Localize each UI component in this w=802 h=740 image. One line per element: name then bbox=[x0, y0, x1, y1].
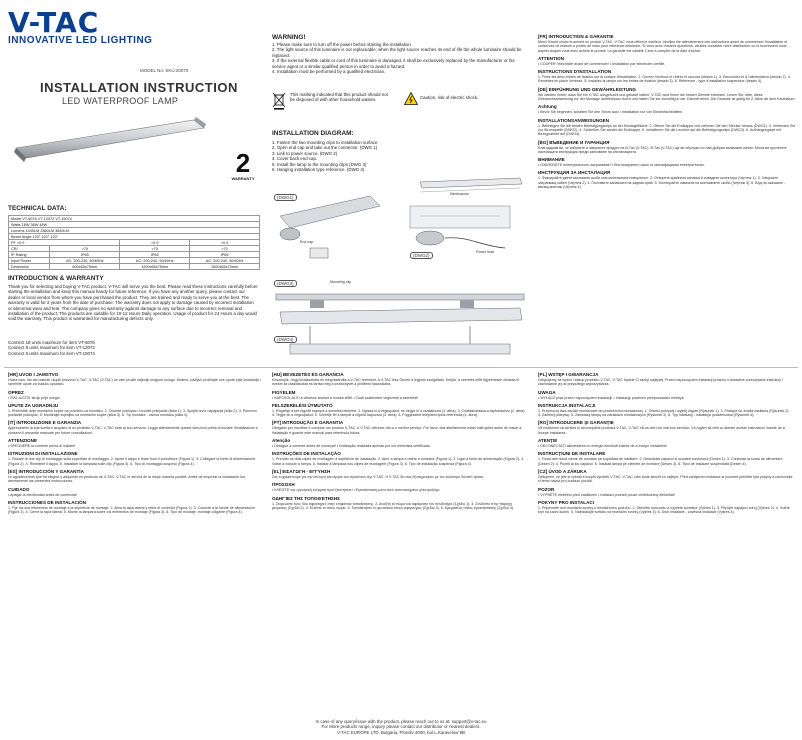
diagram-title: INSTALLATION DIAGRAM: bbox=[272, 130, 354, 137]
section-text: 1. Fissare le due clip di montaggio sulla superficie di montaggio. 2. Aprire il tappo e tirare fuori il connettore (Figura 1). 3. Collegare la fonte di alimentazione (Figura 2). 4. Rimettere il tappo. 5. Installare la lampada sulle clip (Figura 3). 6. Tipo di montaggio sospeso (Figura 4). bbox=[8, 457, 256, 466]
section-text: • KAPCSOLJA KI a villamos áramot a munka előtt! • Csak szakember végezheti a szerelést! bbox=[272, 395, 419, 400]
section-text: • SPEGNERE la corrente prima di iniziare! bbox=[8, 444, 76, 449]
section-text: 1. Fixez les deux brides de fixation sur la surface d'installation. 2. Ouvrez l'embout et retirez le raccord (dessin 1). 3. Raccordez-le à l'alimentation (dessin 2). 4. Remettez en place l'embout. 5. Installez la lampe sur les brides de fixation (dessin 3). 6. Référence - type d'installation suspendue (dessin 4). bbox=[538, 75, 791, 84]
table-cell: Input Power bbox=[9, 258, 50, 264]
section-heading: [HR] UVOD I JAMSTVO bbox=[8, 372, 59, 377]
translations-lower-col1 bbox=[8, 372, 263, 712]
warning-list bbox=[272, 42, 528, 86]
section-text: • ISKLJUČITE struju prije svega! bbox=[8, 395, 60, 400]
section-heading: Achtung bbox=[538, 104, 557, 110]
table-cell: AC: 200-240, 50/60Hz bbox=[50, 258, 120, 264]
section-text: Σας ευχαριστούμε για την επιλογή και αγορά του προϊόντος της V-TAC. Η V-TAC θα σας εξυπηρετήσει με τον καλύτερο δυνατό τρόπο. bbox=[272, 474, 485, 479]
footer-line: In case of any query/issue with the product, please reach out to us at: support@v-tac.eu bbox=[315, 719, 487, 724]
section-heading: OPREZ bbox=[8, 389, 24, 395]
section-text: Hvala vam, što ste izabrali i kupili proizvod V-TAC. V-TAC (V-TAC) će vam pružiti najbolju moguću uslugu. Molimo, pažljivo pročitajte ove upute prije instalacije i spremite upute za buduću uporabu. bbox=[8, 378, 262, 387]
electric-shock-icon bbox=[404, 92, 418, 105]
mounting-clip-label: Mounting clip bbox=[330, 280, 352, 284]
table-cell: Dimension bbox=[9, 264, 50, 270]
section-text: 1. Připevněte dvě montážní svorky k montážnímu povrchu. 2. Otevřete koncovku a vyjměte konektor (Výkres 1). 3. Připojte napájecí zdroj (Výkres 2). 4. Vraťte kryt na zadní konec. 5. Nainstalujte svítidlo na montážní svorky (Výkres 3). 6. Druh instalace - závěsná instalace (Výkres 4). bbox=[538, 505, 790, 515]
section-text: Vă mulțumim că ați ales și ați cumpărat produsul V-TAC. V-TAC vă va oferi cel mai bun serviciu. Vă rugăm să citiți cu atenție aceste instrucțiuni înainte de a începe instalarea. bbox=[538, 426, 785, 435]
section-heading: ISTRUZIONI DI INSTALLAZIONE bbox=[8, 451, 78, 457]
diagram-drawings bbox=[270, 176, 530, 366]
section-text: Obrigado por escolher e comprar um produto V-TAC. A V-TAC oferecer-lhe-á o melhor serviço. Por favor, leia atentamente estas instruções antes de iniciar a instalação e guarde este manual para referência futura. bbox=[272, 426, 522, 435]
table-cell: IP65 bbox=[190, 252, 260, 258]
logo-mark: V-TAC bbox=[8, 6, 100, 39]
warning-item: 4. Installation must be performed by a qualified electrician. bbox=[272, 69, 386, 75]
section-heading: [CZ] ÚVOD A ZÁRUKA bbox=[538, 468, 587, 474]
brand-logo bbox=[8, 6, 248, 66]
section-heading: [ES] INTRODUCCIÓN Y GARANTÍA bbox=[8, 468, 84, 474]
connect-item: Connect 6 units maximum for item VT-15074 bbox=[8, 350, 95, 356]
power-lead-label: Power lead bbox=[476, 250, 494, 254]
section-text: • Bevor Sie beginnen, schalten Sie den Strom aus! • Installation nur von Elektrofachkräften. bbox=[538, 110, 683, 115]
table-cell: IP65 bbox=[50, 252, 120, 258]
diagram-step: 3. Link to power source. (DWG 2) bbox=[272, 150, 338, 156]
table-cell: IP65 bbox=[120, 252, 190, 258]
logo-tagline: INNOVATIVE LED LIGHTING bbox=[8, 35, 153, 46]
footer-line: V-TAC EUROPE LTD. Bulgaria, Plovdiv 4000, bul.L.Karavelow 9B bbox=[337, 729, 465, 735]
section-text: 1. Pričvrstite dvije montažne kopče na površinu za montažu. 2. Otvorite poklopac i izvucite priključak (slika 1). 3. Spojite izvor napajanja (slika 2). 4. Ponovno postavite poklopac. 5. Montirajte svjetiljku na montažne kopče (slika 3). 6. Tip montaže - viseća montaža (slika 4). bbox=[8, 408, 257, 418]
diagram-step: 2. Open end cap and take out the connector. (DWG 1) bbox=[272, 145, 378, 151]
section-heading: UPUTE ZA UGRADNJU bbox=[8, 402, 59, 408]
section-text: Le agradecemos que ha elegido y adquirido un producto de V-TAC. V-TAC le servirá de la mejor manera posible. Antes de empezar la instalación lea atentamente las presentes instrucciones. bbox=[8, 474, 245, 484]
section-heading: [PT] INTRODUÇÃO E GARANTIA bbox=[272, 420, 344, 426]
shock-note: Caution, risk of electric shock. bbox=[420, 95, 479, 100]
dwg1-label: (DWG1) bbox=[274, 194, 297, 201]
diagram-step: 5. Install the lamp to the mounting clips (DWG 3) bbox=[272, 161, 367, 167]
table-cell: PF >0.9 bbox=[9, 240, 120, 246]
section-text: Köszönjük, hogy kiválasztotta és megvásárolta a V-TAC terméket. A V-TAC lesz Önnek a legjobb szolgáltató. Kérjük, a szerelés előtt figyelmesen olvassa el ezeket az utasításokat és tartsa meg a kézikönyvet a jövőbeni használatra. bbox=[272, 378, 520, 387]
table-cell: >70 bbox=[190, 246, 260, 252]
section-heading: UWAGA bbox=[538, 389, 556, 395]
section-heading: [EL] ΕΙΣΑΓΩΓΗ - ΕΓΓΥΗΣΗ bbox=[272, 468, 331, 474]
section-heading: CUIDADO bbox=[8, 486, 30, 492]
translations-lower-col2 bbox=[272, 372, 527, 712]
diagram-steps bbox=[272, 140, 528, 176]
section-heading: INSTRUCTIONS D'INSTALLATION bbox=[538, 69, 612, 75]
lamp-image bbox=[10, 110, 210, 170]
section-text: 1. Fixați cele două cleme de montare pe suprafața de instalare. 2. Deschideți capacul și scoateți conectorul (Desen 1). 3. Conectați la sursa de alimentare (Desen 2). 4. Puneți la loc capacul. 5. Instalați lampa pe clemele de montare (Desen 3). 6. Tipul de instalare suspendată (Desen 4). bbox=[538, 457, 783, 466]
section-heading: [IT] INTRODUZIONE E GARANZIA bbox=[8, 420, 82, 426]
page-subtitle: LED WATERPROOF LAMP bbox=[62, 96, 179, 106]
table-cell: >0.9 bbox=[120, 240, 190, 246]
section-heading: INSTRUÇÕES DE INSTALAÇÃO bbox=[272, 451, 341, 457]
translations-right-upper bbox=[538, 34, 796, 364]
table-cell: 600x65x75mm bbox=[50, 264, 120, 270]
section-heading: ATTENZIONE bbox=[8, 438, 38, 444]
footer bbox=[0, 719, 802, 735]
section-heading: [HU] BEVEZETÉS ÉS GARANCIA bbox=[272, 372, 344, 377]
section-heading: POZOR bbox=[538, 486, 555, 492]
section-text: Merci d'avoir choisi et acheté un produit V-TAC. V-TAC vous offrira le meilleur. Veuillez lire attentivement ces instructions avant de commencer l'installation et conservez ce manuel à portée de main pour référence ultérieure. Si vous avez d'autres questions, veuillez contacter notre distributeur ou le fournisseur local auprès duquel vous avez acheté le produit. La garantie est valable 2 ans à compter de la date d'achat. bbox=[538, 40, 788, 53]
section-text: • ΚΛΕΙΣΤΕ την ηλεκτρική ενέργεια πριν ξεκινήσετε! • Εγκατάσταση μόνο από πιστοποιημένο ηλεκτρολόγο. bbox=[272, 488, 441, 493]
connect-item: Connect 18 units maximum for item VT-6076 bbox=[8, 340, 95, 345]
section-text: 1. Prender os dois clipes de montagem à superfície de instalação. 2. Abrir a tampa e retirar o conector (Figura 1). 3. Ligar à fonte de alimentação (Figura 2). 4. Voltar a colocar a tampa. 5. Instalar a lâmpada nos clipes de montagem (Figura 3). 6. Tipo de instalação suspensa (Figura 4). bbox=[272, 457, 525, 466]
disposal-note: This marking indicated that this product should not be disposed of with other household wastes. bbox=[290, 92, 388, 103]
section-heading: Atenção bbox=[272, 438, 291, 444]
diagram-step: 6. Hanging installation type reference. (DWG 4) bbox=[272, 167, 365, 173]
section-text: • WYŁĄCZ prąd przed rozpoczęciem instalacji! • Instalację powinien przeprowadzić elektryk. bbox=[538, 395, 685, 400]
warning-item: 1. Please make sure to turn off the power before starting the installation. bbox=[272, 42, 413, 47]
section-text: Děkujeme, že jste si vybrali a koupili výrobek V-TAC. V-TAC vám bude sloužit co nejlépe. Před zahájením instalace si pozorně přečtěte tyto pokyny a uschovejte si tento návod pro budoucí použití. bbox=[538, 474, 793, 484]
table-cell: Lumens 1440LM 2880LM 3840LM bbox=[9, 228, 260, 234]
section-heading: INSTRUCȚIUNI DE INSTALARE bbox=[538, 451, 606, 457]
section-text: • VYPNĚTE elektřinu před začátkem! • Instalaci provádí pouze certifikovaný elektrikář! bbox=[538, 492, 675, 497]
section-heading: [PL] WSTĘP I GWARANCJA bbox=[538, 372, 599, 377]
installation-diagrams bbox=[270, 176, 530, 366]
warning-item: 3. If the external flexible cable or cord of this luminaire is damaged, it shall be exclusively replaced by the manufacturer or his service agent or a similar qualified person in order to avoid a hazard. bbox=[272, 58, 515, 69]
table-cell: CRI bbox=[9, 246, 50, 252]
diagram-step: 4. Cover back end cap. bbox=[272, 156, 318, 162]
section-heading: INSTRUCCIONES DE INSTALACIÓN bbox=[8, 499, 87, 505]
section-text: 1. Befestigen Sie die beiden Befestigungsclips an der Montagefläche. 2. Öffnen Sie die Endkappe und nehmen Sie den Stecker heraus (DWG1). 3. Verbinden Sie zur Stromquelle (DWG2). 4. Schließen Sie wieder die Endkappe. 5. Installieren Sie die Leuchte auf die Befestigungsclips (DWG3). 6. Aufhängungsart mit Bezugnahme auf (DWG4). bbox=[538, 123, 796, 137]
section-text: Благодарим ви, че избрахте и закупихте продукт на В-Тас (V-TAC). В-Тас (V-TAC) ще ви обслужи по най-добрия възможен начин. Моля ви прочетете настоящата инструкция преди започване на инсталацията. bbox=[538, 145, 787, 154]
section-heading: ATTENTION bbox=[538, 55, 564, 61]
dwg4-label: (DWG4) bbox=[274, 336, 297, 343]
section-text: • COUPER l'électricité avant de commencer! • Installation par électricien certifié. bbox=[538, 61, 666, 66]
section-heading: [FR] INTRODUCTION & GARANTIE bbox=[538, 34, 614, 39]
warning-title: WARNING! bbox=[272, 34, 306, 41]
section-text: Wir danken Ihnen, dass Sie ein V-TAC ausgesucht und gekauft haben. V-TAC wird Ihnen die besten Dienste erweisen. Lesen Sie, bitte, diese Gebrauchsanweisung vor der Montage aufmerksam durch und halten Sie sie zukünftig in der Zukunft bereit. Die Garantie ist gültig für 2 Jahre ab dem Kaufdatum. bbox=[538, 92, 796, 102]
table-cell: Model VT-6076 VT-12072 VT-15074 bbox=[9, 216, 260, 222]
section-text: Dziękujemy za wybór i zakup produktu V-TAC. V-TAC będzie Ci służył najlepiej. Przed rozpoczęciem instalacji prosimy o dokładne przeczytanie instrukcji i zachowanie jej do przyszłego wykorzystania. bbox=[538, 378, 783, 387]
table-cell: Beam Angle 120° 120° 120° bbox=[9, 234, 260, 240]
dwg2-label: (DWG2) bbox=[410, 252, 433, 259]
section-heading: ATENȚIE bbox=[538, 438, 558, 444]
section-heading: INSTALLATIONSANWEISUNGEN bbox=[538, 117, 610, 123]
section-heading: [RO] INTRODUCERE ȘI GARANȚIE bbox=[538, 420, 614, 426]
section-heading: ВНИМАНИЕ bbox=[538, 157, 565, 163]
translations-lower-col3 bbox=[538, 372, 793, 712]
table-cell: Watts 18W 36W 48W bbox=[9, 222, 260, 228]
table-cell: AC: 200-240, 50/60Hz bbox=[190, 258, 260, 264]
section-text: • ИЗКЛЮЧЕТЕ електрическото захранване! • Инсталирането само от квалифициран електротехник. bbox=[538, 163, 705, 168]
section-text: • Apagar la electricidad antes de comenzar! bbox=[8, 492, 78, 497]
section-heading: ИНСТРУКЦИЯ ЗА ИНСТАЛАЦИЯ bbox=[538, 170, 611, 176]
section-heading: ΠΡΟΣΟΧΗ bbox=[272, 482, 295, 488]
table-cell: IP Rating bbox=[9, 252, 50, 258]
crossed-bin-icon bbox=[272, 92, 286, 110]
connect-list bbox=[8, 340, 258, 362]
section-divider bbox=[4, 367, 798, 368]
section-text: Apprezziamo la sua scelta e acquisto di un prodotto V-TAC. V-TAC sarà al suo servizio. Legga attentamente queste istruzioni prima di iniziare l'installazione e conservi il presente manuale per future consultazioni. bbox=[8, 426, 259, 435]
section-heading: FIGYELEM bbox=[272, 389, 296, 395]
section-heading: INSTRUKCJA INSTALACJI bbox=[538, 402, 596, 408]
warning-item: 2. The light source of this luminaire is not replaceable; when the light source reaches its end of life the whole luminaire should be replaced. bbox=[272, 47, 522, 58]
section-text: • Desligue a corrente antes de começar! • Instalação realizada apenas por um eletricista certificado. bbox=[272, 444, 431, 449]
intro-body: Thank you for selecting and buying V-TAC product. V-TAC will serve you the best. Please read these instructions carefully before starting the installation and keep this manual handy for future reference. If you have any another query, please contact our dealer or local vendor from whom you have purchased the product. They are trained and ready to serve you at the best. The warranty is valid for 2 years from the date of purchase. The warranty does not apply to damage caused by incorrect installation or abnormal wear and tear. The company gives no warranty against damage to any surface due to incorrect removal and installation of the product. The products are suitable for 10-12 Hours Daily operation. Usage of product for 24 Hours a day would void the warranty. This product is warranted for manufacturing defects only. bbox=[8, 284, 258, 322]
section-text: 1. Przymocuj dwa zaciski montażowe do powierzchni montażowej. 2. Otwórz pokrywę i wyjmij złącze (Rysunek 1). 3. Podłącz do źródła zasilania (Rysunek 2). 4. Zamknij pokrywę. 5. Zainstaluj lampę na zaciskach montażowych (Rysunek 3). 6. Typ instalacji - instalacja podwieszana (Rysunek 4). bbox=[538, 408, 790, 418]
section-text: 1. Fije los dos elementos de montaje a la superficie de montaje. 2. Abra la tapa lateral y retire el conector (Figura 1). 3. Conecte a la fuente de alimentación (Figura 2). 4. Cierre la tapa lateral. 5. Monte la lámpara sobre los elementos de montaje (Figura 3). 6. Tipo de montaje: montaje colgante (Figura 4). bbox=[8, 505, 255, 515]
section-text: • DECONECTAȚI alimentarea cu energie electrică înainte de a începe instalarea! bbox=[538, 444, 667, 449]
diagram-step: 1. Fasten the two mounting clips to installation surface. bbox=[272, 140, 379, 145]
table-cell: >70 bbox=[120, 246, 190, 252]
warranty-badge bbox=[228, 150, 258, 190]
section-heading: ΟΔΗΓΊΕΣ ΤΗΣ ΤΟΠΟΘΈΤΗΣΗΣ bbox=[272, 495, 340, 501]
dimensions-label: Dimensions bbox=[450, 192, 469, 196]
end-cap-label: End cap bbox=[300, 240, 314, 244]
footer-line: For More products range, inquiry please contact our distributor or nearest dealers. bbox=[321, 724, 481, 730]
warranty-years: 2 bbox=[235, 148, 251, 178]
dwg3-label: (DWG3) bbox=[274, 280, 297, 287]
technical-data-table bbox=[8, 215, 260, 270]
section-text: 1. Rögzítse a két rögzítő kapcsot a szerelési felületre. 2. Nyissa ki a végkupakot, és vegye ki a csatlakozót (1. ábra). 3. Csatlakoztassa a tápforráshoz (2. ábra). 4. Tegye fel a végkupakot. 5. Szerelje fel a lámpát a rögzítő kapocsra (3. ábra). 6. Függesztett telepítési típus referencia (4. ábra). bbox=[272, 408, 526, 418]
section-heading: [BG] ВЪВЕДЕНИЕ И ГАРАНЦИЯ bbox=[538, 139, 610, 145]
page-title: INSTALLATION INSTRUCTION bbox=[40, 80, 238, 95]
section-heading: [DE] EINFÜHRUNG UND GEWÄHRLEISTUNG bbox=[538, 86, 636, 92]
table-cell: 1200x65x75mm bbox=[120, 264, 190, 270]
section-text: 1. Στερεώστε τους δύο σφιγκτήρες στην επιφάνεια τοποθέτησης. 2. Ανοίξτε το πώμα και αφαιρέστε τον συνδετήρα (Σχέδιο 1). 3. Συνδέστε στην παροχή ρεύματος (Σχέδιο 2). 4. Κλείστε το πίσω πώμα. 5. Τοποθετήστε το φωτιστικό στους σφιγκτήρες (Σχέδιο 3). 6. Κρεμαστός τύπος εγκατάστασης (Σχέδιο 4). bbox=[272, 501, 515, 510]
technical-data-title: TECHNICAL DATA: bbox=[8, 205, 67, 212]
table-cell: >0.9 bbox=[190, 240, 260, 246]
intro-title: INTRODUCTION & WARRANTY bbox=[8, 275, 104, 282]
connect-item: Connect 8 units maximum for item VT-12072 bbox=[8, 345, 95, 351]
table-cell: 1500x65x75mm bbox=[190, 264, 260, 270]
warranty-label: WARRANTY bbox=[231, 176, 255, 181]
model-number: MODEL No: SKU:20070 bbox=[140, 68, 189, 73]
section-heading: POKYNY PRO INSTALACI bbox=[538, 499, 594, 505]
section-text: 1. Фиксирайте двете монтажни скоби към монтажната повърхност. 2. Отворете крайната капачка и извадете конектора (Чертеж 1). 3. Свържете захранващ кабел (Чертеж 2). 4. Поставете капачката на задния край. 5. Монтирайте лампата на монтажните скоби (Чертеж 3). 6. Вид на окачване - висящ монтаж (Чертеж 4). bbox=[538, 176, 786, 190]
table-cell: AC: 200-240, 50/60Hz bbox=[120, 258, 190, 264]
table-cell: >70 bbox=[50, 246, 120, 252]
section-heading: FELSZERELÉSI ÚTMUTATÓ bbox=[272, 402, 333, 408]
